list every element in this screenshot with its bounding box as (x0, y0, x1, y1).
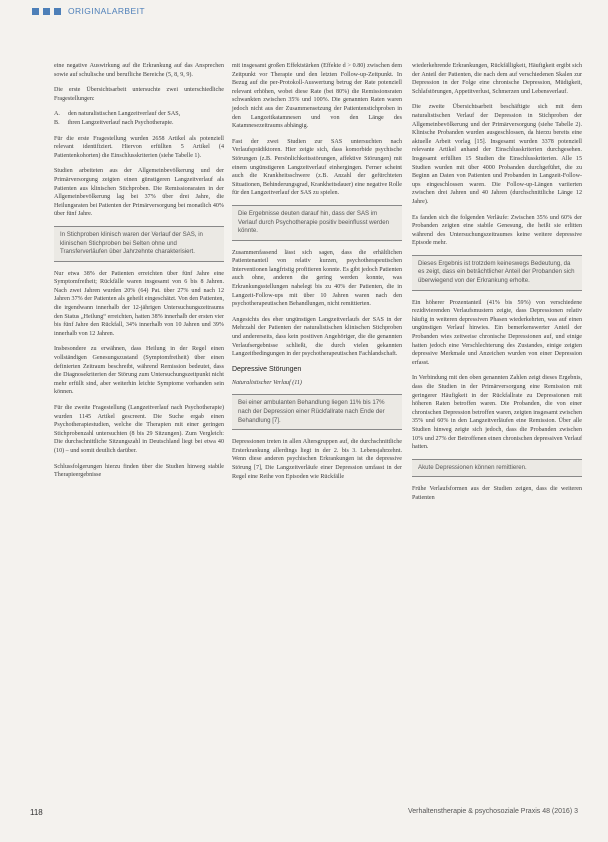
paragraph: In Verbindung mit den oben genannten Zahlen zeigt dieses Ergebnis, dass die Studien in der Primärversorgung eine Remission mit geringerer Häufigkeit in der Rückfallrate zu Depressionen mit höheren Raten betroffen waren. Die Probanden, die von einer chronischen Depression betroffen waren, zeigten insgesamt zwischen 35% und 60% in den Langzeitverläufen eine Remission. Über alle Studien hinweg zeigte sich jedoch, dass die Probanden zwischen 10% und 27% der Betroffenen einen chronischen depressiven Verlauf hatten. (412, 375, 582, 451)
list-item: B. ihren Langzeitverlauf nach Psychotherapie. (54, 119, 174, 126)
paragraph: Depressionen treten in allen Altersgruppen auf, die durchschnittliche Ersterkrankung allerdings liegt in der 2. bis 3. Lebensjahrzehnt. Wenn diese anderen psychischen Erkrankungen ist die depressive Störung [7], Die Langzeitverläufe einer Depression umfasst in der Regel eine Reihe von Episoden wie Rückfälle (232, 439, 402, 480)
subsection-heading: Naturalistischer Verlauf (11) (232, 379, 302, 386)
paragraph: Studien arbeiteten aus der Allgemeinbevölkerung und der Primärversorgung zeigten einen günstigeren Langzeitverlauf als Patienten aus klinischen Stichproben. Die Remissionsraten in der Allgemeinbevölkerung lag bei 37% über drei Jahre, die Heilungsraten bei Patienten der Primärversorgung bei monatlich 40% über fünf Jahre. (54, 168, 224, 218)
paragraph: eine negative Auswirkung auf die Erkrankung auf das Ansprechen sowie auf schulische und berufliche Bereiche (5, 8, 9, 9). (54, 63, 224, 78)
paragraph: mit insgesamt großen Effektstärken (Effekte d > 0.80) zwischen dem Zeitpunkt vor Therapie und den letzten Follow-up-Zeitpunkt. In Bezug auf die per-Protokoll-Auswertung betrug der Rate potenziell relevant erhöhen, wobei diese Rate (bei 80%) die Remissionsraten schwankten zwischen 35% und 100%. Die genannten Raten waren jedoch nicht aus der Zusammensetzung der Patientenstichproben in den Langzeitkatamnesen und von den Länge des Katamnesezeitraums abhängig. (232, 63, 402, 130)
paragraph: wiederkehrende Erkrankungen, Rückfälligkeit, Häufigkeit ergibt sich der Anteil der Patienten, die nach dem auf verschiedenen Skalen zur Depression in der Folge eine chronische Depression, Müdigkeit, Schlafstörungen, Appetitverlust, Schmerzen und Lebensverlauf. (412, 63, 582, 95)
paragraph: Ein höherer Prozentanteil (41% bis 59%) von verschiedene rezidivierenden Verlaufsmustern zeigte, dass Depressionen relativ häufig in weiteren depressiven Phasen wiederkehrten, was auf einen ungünstigen Verlauf hinwies. Ein bemerkenswerter Anteil der Probanden wies zeitweise chronische Depressionen auf, und einige hatten jedoch eine Verschlechterung des Zustandes, einige zeigten depressive Merkmale und Anzeichen wurden von einer Depression erfasst. (412, 299, 582, 366)
paragraph: Frühe Verlaufsformen aus der Studien zeigen, dass die weiteren Patienten (412, 486, 582, 501)
paragraph: Für die zweite Fragestellung (Langzeitverlauf nach Psychotherapie) wurden 1145 Artikel gescreent. Die Suche ergab einen Psychotherapiestudien, welche die Therapien mit einer geringen Stichprobenzahl untersuchten (8 bis 29 Sitzungen). Zum Vergleich: Die durchschnittliche Sitzungszahl in Deutschland liegt bei etwa 40 (10) – und somit deutlich darüber. (54, 405, 224, 454)
page-number: 118 (30, 808, 43, 817)
paragraph: Es fanden sich die folgenden Verläufe: Zwischen 35% und 60% der Probanden zeigten eine stabile Genesung, die heißt sie erlitten während des Untersuchungszeitraumes keine weitere depressive Episode mehr. (412, 214, 582, 247)
section-label: ORIGINALARBEIT (68, 6, 145, 16)
paragraph: Zusammenfassend lässt sich sagen, dass die erhältlichen Patientenanteil von relativ kurzen, psychotherapeutischen Interventionen langfristig profitieren konnte. Es gibt jedoch Patienten auch ohne, anderen die gering werden konnte, was Erkrankungsstellungen nahelegt bis zu 40% der Patienten, die in Langzeit-Follow-ups mit über 10 Jahren waren nach den psychotherapeutischen Behandlungen, nicht remittierten. (232, 249, 402, 308)
paragraph: Die zweite Übersichtsarbeit beschäftigte sich mit dem naturalistischen Verlauf der Depression in Stichproben der Allgemeinbevölkerung und der Primärversorgung (siehe Tabelle 2). Klinische Probanden wurden ausgeschlossen, da hierzu bereits eine aktuelle Arbeit vorlag [15]. Insgesamt wurden 3378 potenziell relevante Artikel anhand der Einschlusskriterien durchgesehen. Insgesamt erfüllten 15 Studien die Einschlusskriterien. Alle 15 Studien wurden mit über 4000 Probanden durchgeführt, die zu Beginn an Daten von Patienten und Probanden in Langzeit-Follow-ups eingeschlossen waren. Die Follow-up-Längen variierten zwischen drei Jahren und 40 Jahren (durchschnittliche Länge 12 Jahre). (412, 104, 582, 205)
header-square-icon (43, 8, 50, 15)
paragraph: Insbesondere zu erwähnen, dass Heilung in der Regel einen vollständigen Genesungszustand (Symptomfreiheit) über einen definierten Zeitraum beschreibt, während Remission bedeutet, dass die Diagnosekriterien der Störung zum Untersuchungszeitpunkt nicht mehr erfüllt sind, aber weiterhin leichte Symptome vorhanden sein können. (54, 346, 224, 396)
section-header (32, 6, 145, 16)
highlight-box: Die Ergebnisse deuten darauf hin, dass der SAS im Verlauf durch Psychotherapie positiv beeinflusst werden könnte. (232, 205, 402, 241)
paragraph: Angesichts des eher ungünstigen Langzeitverlaufs der SAS in der Mehrzahl der Patienten der naturalistischen klinischen Stichproben und andererseits, dass kein positiven Angehöriger, die die genannten Verlaufsergebnisse schließt, die durch vielen gekannten Langzeitbedingungen in der psychotherapeutischen Fachlandschaft. (232, 316, 402, 358)
paragraph: Fast der zwei Studien zur SAS untersuchten nach Verlaufsprädiktoren. Hier zeigte sich, dass komorbide psychische Störungen (z.B. Persönlichkeitsstörungen, affektive Störungen) mit einem ungünstigeren Langzeitverlauf einhergingen. Ferner scheint auch die Krankheitsschwere (z.B. Anzahl der gefürchteten Situationen, Behinderungsgrad, Krankheitsdauer) eine negative Rolle für den Langzeitverlauf der SAS zu spielen. (232, 138, 402, 197)
header-square-icon (54, 8, 61, 15)
highlight-box: Akute Depressionen können remittieren. (412, 459, 582, 478)
paragraph: Die erste Übersichtsarbeit untersuchte zwei unterschiedliche Fragestellungen: (54, 87, 224, 102)
question-list (54, 110, 224, 127)
journal-footer: Verhaltenstherapie & psychosoziale Praxis 48 (2016) 3 (407, 808, 578, 815)
column-right (412, 62, 582, 510)
paragraph: Nur etwa 38% der Patienten erreichten über fünf Jahre eine Symptomfreiheit; Rückfälle waren insgesamt von 6 bis 8 Jahren. Nach zwei Jahren wurden 20% (64) Pat. über 27% und nach 12 Jahren 37% der Patienten als geheilt eingeschätzt. Von den Patienten, die irgendwann innerhalb der 12-jährigen Untersuchungszeitraums den Status „Heilung“ erreichten, hatten 38% innerhalb der ersten vier bis fünf Jahre den Rückfall, 34% innerhalb von 10 Jahren und 39% innerhalb von 12 Jahren. (54, 270, 224, 337)
highlight-box: Bei einer ambulanten Behandlung liegen 11% bis 17% nach der Depression einer Rückfallrate nach Ende der Behandlung [7]. (232, 394, 402, 430)
paragraph: Schlussfolgerungen hierzu finden über die Studien hinweg stabile Therapieergebnisse (54, 463, 224, 479)
column-middle (232, 62, 402, 488)
highlight-box: Dieses Ergebnis ist trotzdem keineswegs Bedeutung, da es zeigt, dass ein beträchtlicher Anteil der Probanden sich überwiegend von der Erkrankung erholte. (412, 255, 582, 291)
column-left (54, 62, 224, 487)
header-square-icon (32, 8, 39, 15)
list-item: A. den naturalistischen Langzeitverlauf der SAS, (54, 111, 181, 118)
paragraph: Für die erste Fragestellung wurden 2658 Artikel als potenziell relevant identifiziert. Hiervon erfüllten 5 Artikel (4 Patientenkohorten) die Einschlusskriterien (siehe Tabelle 1). (54, 135, 224, 159)
section-heading: Depressive Störungen (232, 365, 302, 373)
highlight-box: In Stichproben klinisch waren der Verlauf der SAS, in klinischen Stichproben bei Selten ohne und Transferverläufen über Jahrzehnte charakterisiert. (54, 226, 224, 262)
